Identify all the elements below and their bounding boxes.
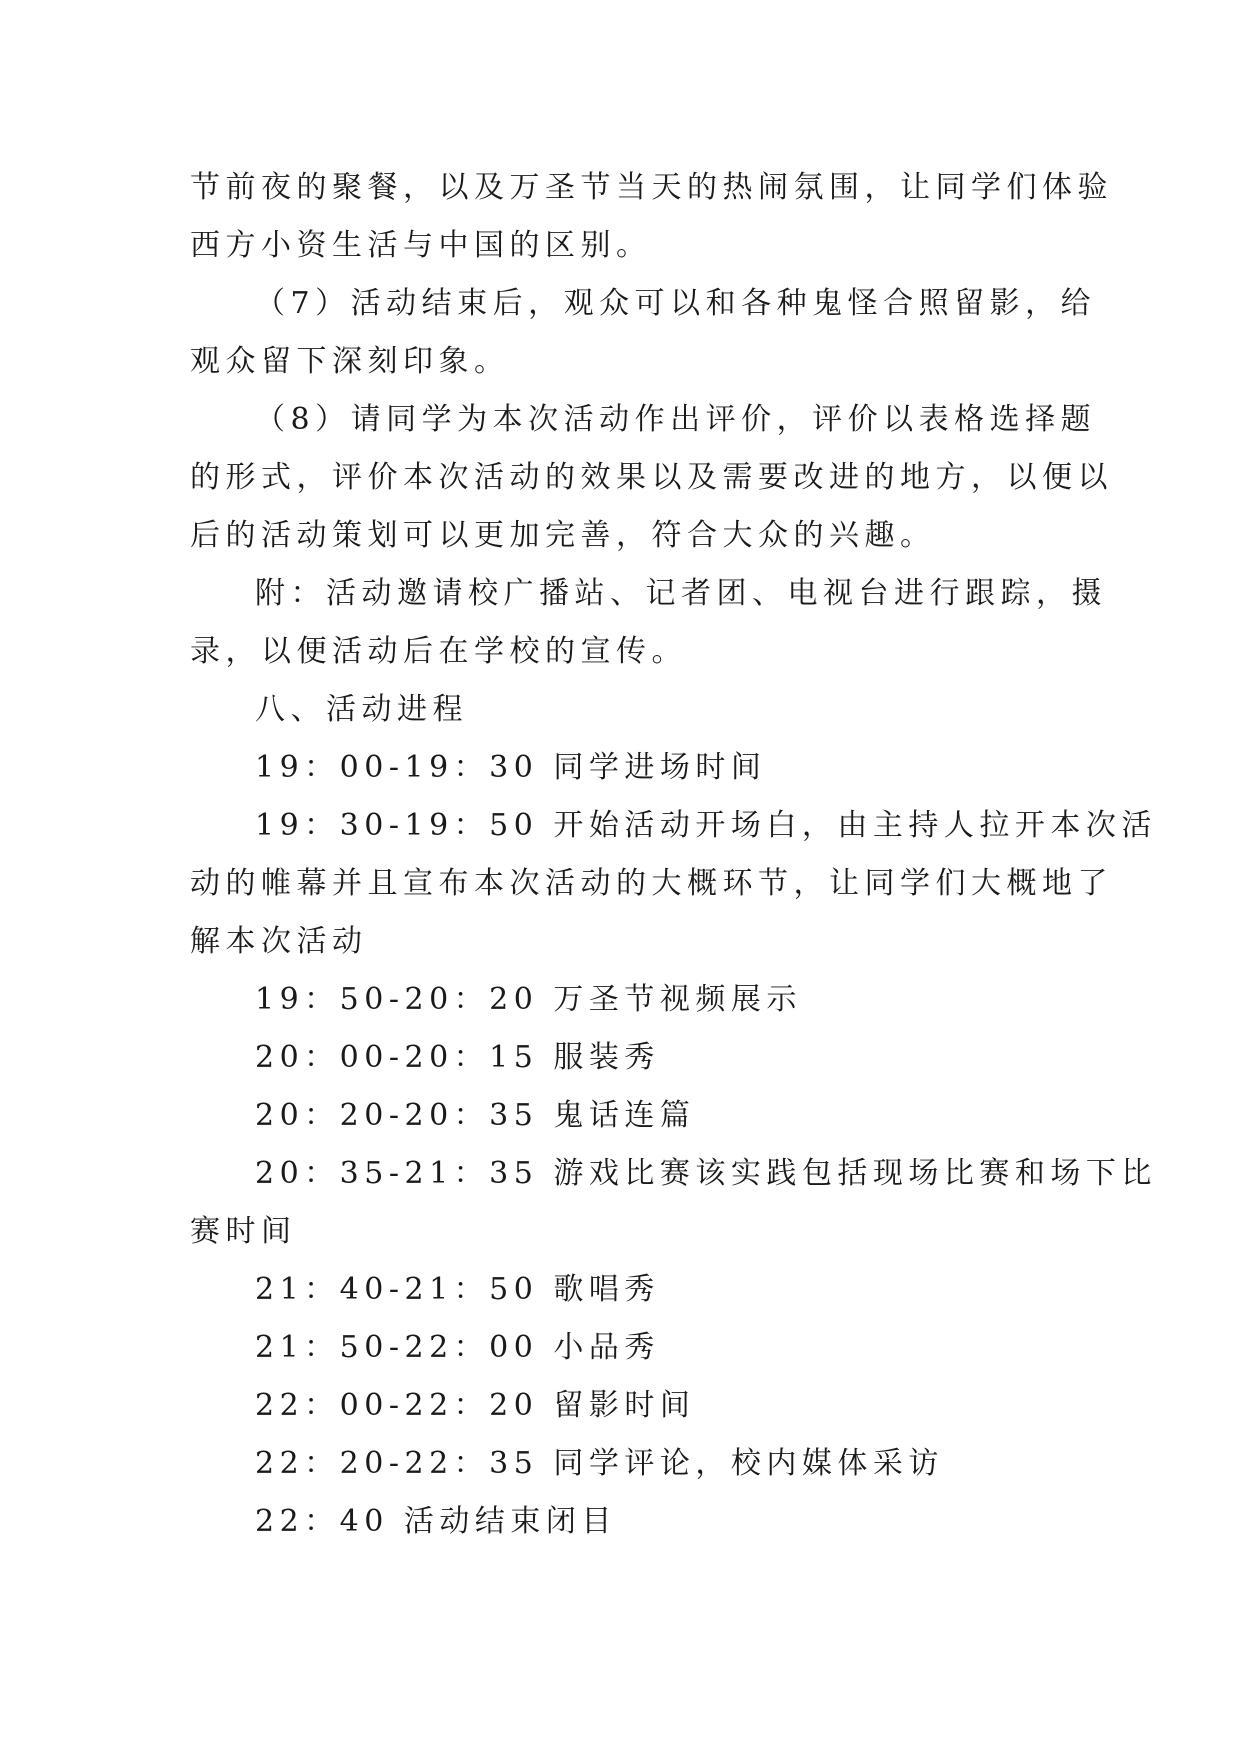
text-line: 赛时间 [190,1214,297,1249]
schedule-item: 20：00-20：15 服装秀 [255,1040,660,1075]
text-line: 附：活动邀请校广播站、记者团、电视台进行跟踪，摄 [255,576,1107,611]
text-line: 后的活动策划可以更加完善，符合大众的兴趣。 [190,518,936,553]
section-heading: 八、活动进程 [255,692,468,727]
schedule-item: 22：00-22：20 留影时间 [255,1388,696,1423]
text-line: 动的帷幕并且宣布本次活动的大概环节，让同学们大概地了 [190,866,1113,901]
schedule-item: 19：30-19：50 开始活动开场白，由主持人拉开本次活 [255,808,1157,843]
text-line: （8）请同学为本次活动作出评价，评价以表格选择题 [255,402,1097,437]
schedule-item: 21：40-21：50 歌唱秀 [255,1272,660,1307]
text-line: 西方小资生活与中国的区别。 [190,228,652,263]
text-line: （7）活动结束后，观众可以和各种鬼怪合照留影，给 [255,286,1097,321]
schedule-item: 22：20-22：35 同学评论，校内媒体采访 [255,1446,944,1481]
schedule-item: 22：40 活动结束闭目 [255,1504,617,1539]
schedule-item: 19：50-20：20 万圣节视频展示 [255,982,802,1017]
text-line: 的形式，评价本次活动的效果以及需要改进的地方，以便以 [190,460,1113,495]
schedule-item: 20：35-21：35 游戏比赛该实践包括现场比赛和场下比 [255,1156,1157,1191]
text-line: 录，以便活动后在学校的宣传。 [190,634,687,669]
schedule-item: 21：50-22：00 小品秀 [255,1330,660,1365]
text-line: 节前夜的聚餐，以及万圣节当天的热闹氛围，让同学们体验 [190,170,1113,205]
schedule-item: 20：20-20：35 鬼话连篇 [255,1098,696,1133]
text-line: 解本次活动 [190,924,368,959]
text-line: 观众留下深刻印象。 [190,344,510,379]
schedule-item: 19：00-19：30 同学进场时间 [255,750,767,785]
